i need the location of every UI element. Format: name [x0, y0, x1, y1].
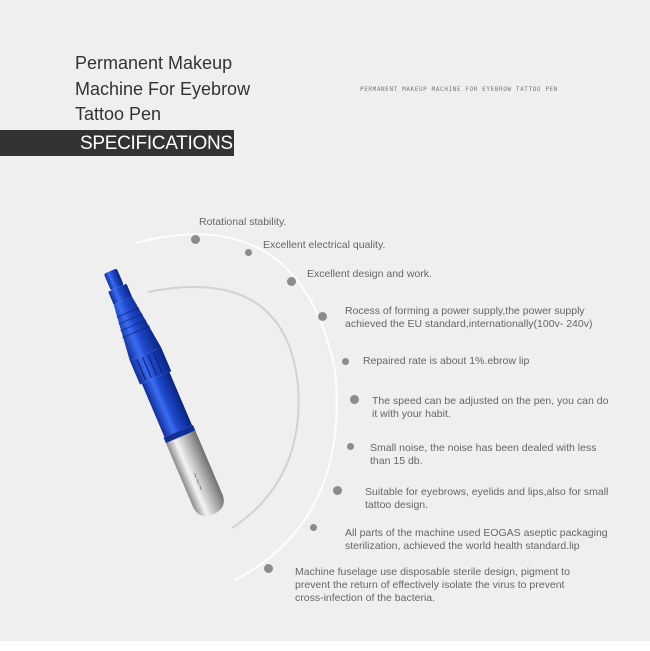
spec-bullet [333, 486, 342, 495]
spec-bullet [318, 312, 327, 321]
spec-bullet [347, 443, 354, 450]
page-title: Permanent Makeup Machine For Eyebrow Tattoo Pen [75, 53, 251, 124]
spec-item: Machine fuselage use disposable sterile design, pigment to prevent the return of effectively isolate the virus to prevent cross-infection of the bacteria. [295, 566, 570, 604]
spec-bullet [287, 277, 296, 286]
spec-bullet [191, 235, 200, 244]
spec-bullet [350, 395, 359, 404]
spec-item: The speed can be adjusted on the pen, you can do it with your habit. [372, 395, 609, 420]
specifications-label: SPECIFICATIONS [80, 133, 233, 154]
spec-bullet [310, 524, 317, 531]
spec-item: All parts of the machine used EOGAS aseptic packaging sterilization, achieved the world health standard.lip [345, 527, 608, 552]
spec-bullet [264, 564, 273, 573]
page-subtitle: PERMANENT MAKEUP MACHINE FOR EYEBROW TATTOO PEN [360, 86, 558, 93]
spec-item: Small noise, the noise has been dealed with less than 15 db. [370, 442, 597, 467]
spec-bullet [342, 358, 349, 365]
spec-item: Rocess of forming a power supply,the power supply achieved the EU standard,internationally(100v- 240v) [345, 305, 593, 330]
spec-item: Excellent electrical quality. [263, 239, 386, 251]
spec-item: Excellent design and work. [307, 268, 432, 280]
spec-item: Suitable for eyebrows, eyelids and lips,also for small tattoo design. [365, 486, 609, 511]
spec-item: Repaired rate is about 1%.ebrow lip [363, 355, 530, 367]
svg-text:~~~: ~~~ [189, 470, 207, 493]
spec-bullet [245, 249, 252, 256]
spec-item: Rotational stability. [199, 216, 287, 228]
